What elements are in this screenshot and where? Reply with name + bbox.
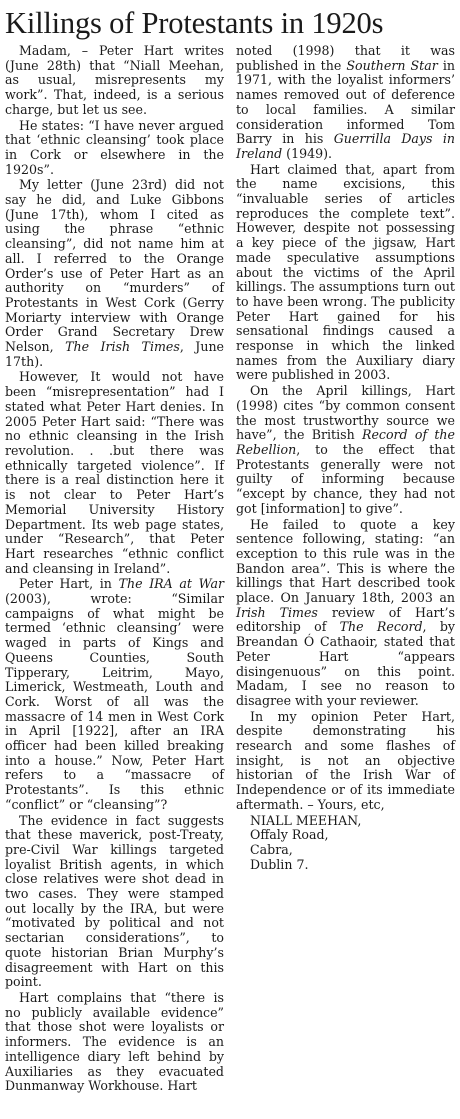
paragraph: The evidence in fact suggests that these maverick, post-Treaty, pre-Civil War killings targeted loyalist British agents, in which close relatives were shot dead in two cases. They were stamped out locally by the IRA, but were “motivated by political and not sectarian considerations”, to quote historian Brian Murphy’s disagreement with Hart on this point. [5, 812, 224, 990]
signature-block [236, 814, 455, 873]
signature-address-line: Cabra, [250, 841, 293, 857]
paragraph: He failed to quote a key sentence following, stating: “an exception to this rule was in the Bandon area”. This is where the killings that Hart described took place. On January 18th, 2003 an Irish Times review of Hart’s editorship of The Record, by Breandan Ó Cathaoir, stated that Peter Hart “appears disingenuous” on this point. Madam, I see no reason to disagree with your reviewer. [236, 516, 456, 708]
paragraph: He states: “I have never argued that ‘ethnic cleansing’ took place in Cork or elsewhere in the 1920s”. [5, 117, 224, 177]
paragraph: noted (1998) that it was published in the Southern Star in 1971, with the loyalist informers’ names removed out of deference to local families. A similar consideration informed Tom Barry in his Guerrilla Days in Ireland (1949). [236, 43, 455, 161]
paragraph: Hart complains that “there is no publicly available evidence” that those shot were loyalists or informers. The evidence is an intelligence diary left behind by Auxiliaries as they evacuated Dunmanway Workhouse. Hart [5, 990, 224, 1094]
signature-name: NIALL MEEHAN, [250, 812, 362, 828]
paragraph: On the April killings, Hart (1998) cites “by common consent the most trustworthy source we have”, the British Record of the Rebellion, to the effect that Protestants generally were not guilty of informing because “except by chance, they had not got [information] to give”. [236, 383, 455, 516]
signature-address-line: Offaly Road, [250, 827, 329, 843]
column-left [5, 44, 224, 1095]
paragraph: Hart claimed that, apart from the name excisions, this “invaluable series of articles reproduces the complete text”. However, despite not possessing a key piece of the jigsaw, Hart made speculative assumptions about the victims of the April killings. The assumptions turn out to have been wrong. The publicity Peter Hart gained for his sensational findings caused a response in which the linked names from the Auxiliary diary were published in 2003. [236, 161, 455, 383]
paragraph: Madam, – Peter Hart writes (June 28th) that “Niall Meehan, as usual, misrepresents my work”. That, indeed, is a serious charge, but let us see. [5, 43, 224, 117]
paragraph: My letter (June 23rd) did not say he did, and Luke Gibbons (June 17th), whom I cited as using the phrase “ethnic cleansing”, did not name him at all. I referred to the Orange Order’s use of Peter Hart as an authority on “murders” of Protestants in West Cork (Gerry Moriarty interview with Orange Order Grand Secretary Drew Nelson, The Irish Times, June 17th). [5, 177, 225, 369]
paragraph: Peter Hart, in The IRA at War (2003), wrote: “Similar campaigns of what might be termed ‘ethnic cleansing’ were waged in parts of Kings and Queens Counties, South Tipperary, Leitrim, Mayo, Limerick, Westmeath, Louth and Cork. Worst of all was the massacre of 14 men in West Cork in April [1922], after an IRA officer had been killed breaking into a house.” Now, Peter Hart refers to a “massacre of Protestants”. Is this ethnic “conflict” or “cleansing”? [5, 576, 224, 812]
signature-address-line: Dublin 7. [250, 856, 309, 872]
paragraph: However, It would not have been “misrepresentation” had I stated what Peter Hart denies. In 2005 Peter Hart said: “There was no ethnic cleansing in the Irish revolution. . .but there was ethnically targeted violence”. If there is a real distinction here it is not clear to Peter Hart’s Memorial University History Department. Its web page states, under “Research”, that Peter Hart researches “ethnic conflict and cleansing in Ireland”. [5, 369, 224, 576]
paragraph: In my opinion Peter Hart, despite demonstrating his research and some flashes of insight, is not an objective historian of the Irish War of Independence or of its immediate aftermath. – Yours, etc, [236, 708, 455, 812]
column-right [236, 44, 455, 1095]
body-columns [5, 44, 455, 1095]
headline: Killings of Protestants in 1920s [5, 6, 384, 40]
